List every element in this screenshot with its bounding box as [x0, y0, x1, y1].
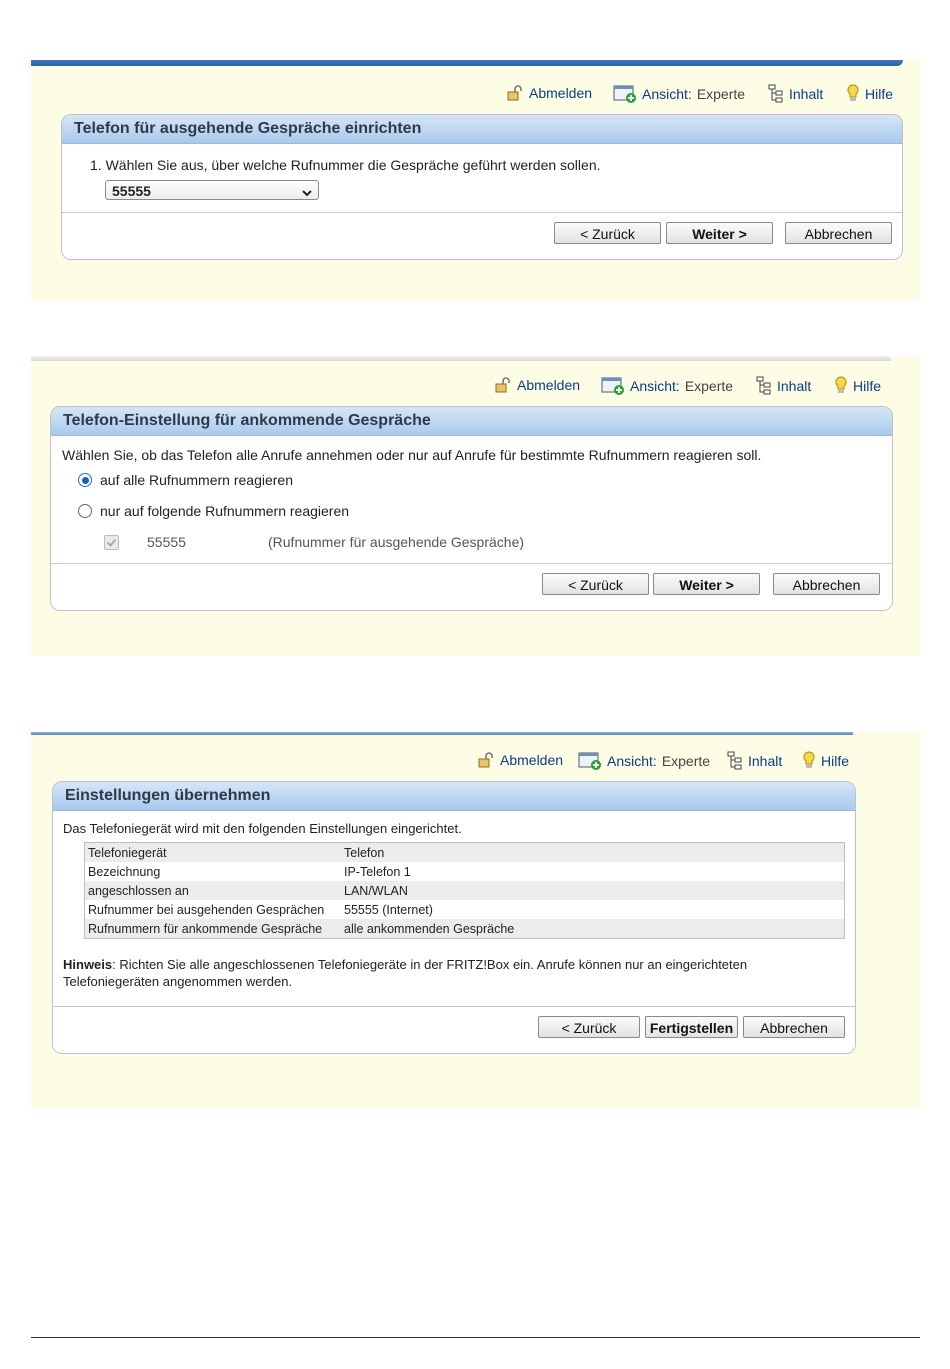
next-button[interactable]: Weiter >: [666, 222, 773, 244]
cancel-button[interactable]: Abbrechen: [773, 573, 880, 595]
logout-link[interactable]: [506, 84, 592, 102]
dialog-title: Telefon für ausgehende Gespräche einrichten: [62, 115, 902, 144]
window-add-icon: [613, 84, 637, 104]
hint-label: Hinweis: [63, 957, 113, 972]
table-row: [85, 862, 845, 881]
logout-label: Abmelden: [517, 377, 581, 393]
contents-label: Inhalt: [748, 753, 783, 769]
dialog-title: Einstellungen übernehmen: [53, 782, 855, 811]
view-label: Ansicht:: [630, 378, 680, 394]
help-label: Hilfe: [821, 753, 850, 769]
toolbar: [31, 84, 920, 106]
help-link[interactable]: [834, 376, 881, 396]
help-label: Hilfe: [853, 378, 882, 394]
table-row: [85, 919, 845, 939]
view-mode-link[interactable]: [578, 751, 710, 771]
finish-button[interactable]: Fertigstellen: [645, 1016, 738, 1038]
window-top-bar: [31, 60, 903, 66]
view-label: Ansicht:: [642, 86, 692, 102]
window-add-icon: [578, 751, 602, 771]
option-selected-label: nur auf folgende Rufnummern reagieren: [100, 503, 350, 519]
lightbulb-icon: [802, 751, 816, 771]
incoming-dialog: [50, 406, 893, 611]
screen-outgoing: [31, 60, 920, 300]
view-label: Ansicht:: [607, 753, 657, 769]
window-top-bar: [31, 732, 853, 735]
setting-value: 55555 (Internet): [341, 900, 845, 919]
logout-label: Abmelden: [500, 752, 564, 768]
logout-label: Abmelden: [529, 85, 593, 101]
logout-link[interactable]: [477, 751, 563, 769]
view-mode-value: Experte: [661, 753, 711, 769]
hint-body: : Richten Sie alle angeschlossenen Telefoniegeräte in der FRITZ!Box ein. Anrufe können nur an eingerichteten: [112, 957, 748, 972]
logout-link[interactable]: [494, 376, 580, 394]
sitemap-icon: [768, 84, 784, 104]
contents-label: Inhalt: [789, 86, 824, 102]
dialog-footer: [62, 212, 902, 259]
contents-link[interactable]: [727, 751, 782, 771]
contents-label: Inhalt: [777, 378, 812, 394]
sitemap-icon: [756, 376, 772, 396]
number-select[interactable]: [105, 180, 319, 200]
back-button[interactable]: < Zurück: [554, 222, 661, 244]
hint-text-line2: Telefoniegeräten angenommen werden.: [63, 974, 293, 989]
screen-incoming: [31, 356, 920, 656]
settings-table: [84, 842, 845, 939]
view-mode-value: Experte: [684, 378, 734, 394]
hint-text: [63, 957, 747, 972]
setting-label: Telefoniegerät: [85, 843, 342, 863]
setting-value: alle ankommenden Gespräche: [341, 919, 845, 939]
view-mode-link[interactable]: [601, 376, 733, 396]
option-all-label: auf alle Rufnummern reagieren: [100, 472, 293, 488]
lock-icon: [494, 376, 512, 394]
dialog-title: Telefon-Einstellung für ankommende Gespräche: [51, 407, 892, 436]
setting-label: Rufnummern für ankommende Gespräche: [85, 919, 342, 939]
window-top-bar: [31, 356, 891, 361]
number-note: (Rufnummer für ausgehende Gespräche): [268, 534, 525, 550]
setting-value: LAN/WLAN: [341, 881, 845, 900]
intro-text: Das Telefoniegerät wird mit den folgenden Einstellungen eingerichtet.: [63, 821, 462, 836]
setting-value: IP-Telefon 1: [341, 862, 845, 881]
lock-icon: [477, 751, 495, 769]
instruction-text: 1. Wählen Sie aus, über welche Rufnummer die Gespräche geführt werden sollen.: [90, 157, 601, 173]
setting-label: angeschlossen an: [85, 881, 342, 900]
help-link[interactable]: [846, 84, 893, 104]
setting-value: Telefon: [341, 843, 845, 863]
window-add-icon: [601, 376, 625, 396]
help-label: Hilfe: [865, 86, 894, 102]
select-value: 55555: [112, 183, 151, 199]
help-link[interactable]: [802, 751, 849, 771]
toolbar: [31, 376, 920, 398]
number-value: 55555: [147, 534, 186, 550]
page-footer-rule: [31, 1337, 920, 1338]
view-mode-link[interactable]: [613, 84, 745, 104]
radio-selected-numbers[interactable]: [78, 504, 92, 518]
dialog-footer: [53, 1006, 855, 1053]
chevron-down-icon: [301, 184, 313, 204]
dialog-footer: [51, 563, 892, 610]
contents-link[interactable]: [756, 376, 811, 396]
outgoing-dialog: [61, 114, 903, 260]
lightbulb-icon: [846, 84, 860, 104]
table-row: [85, 881, 845, 900]
next-button[interactable]: Weiter >: [653, 573, 760, 595]
cancel-button[interactable]: Abbrechen: [743, 1016, 845, 1038]
screen-summary: [31, 732, 920, 1108]
lock-icon: [506, 84, 524, 102]
contents-link[interactable]: [768, 84, 823, 104]
toolbar: [31, 751, 920, 773]
view-mode-value: Experte: [696, 86, 746, 102]
back-button[interactable]: < Zurück: [538, 1016, 640, 1038]
instruction-text: Wählen Sie, ob das Telefon alle Anrufe annehmen oder nur auf Anrufe für bestimmte Rufnummern reagieren soll.: [62, 447, 762, 463]
table-row: [85, 900, 845, 919]
summary-dialog: [52, 781, 856, 1054]
sitemap-icon: [727, 751, 743, 771]
setting-label: Rufnummer bei ausgehenden Gesprächen: [85, 900, 342, 919]
lightbulb-icon: [834, 376, 848, 396]
back-button[interactable]: < Zurück: [542, 573, 649, 595]
table-row: [85, 843, 845, 863]
number-checkbox[interactable]: [104, 535, 119, 550]
cancel-button[interactable]: Abbrechen: [785, 222, 892, 244]
radio-all-numbers[interactable]: [78, 473, 92, 487]
setting-label: Bezeichnung: [85, 862, 342, 881]
